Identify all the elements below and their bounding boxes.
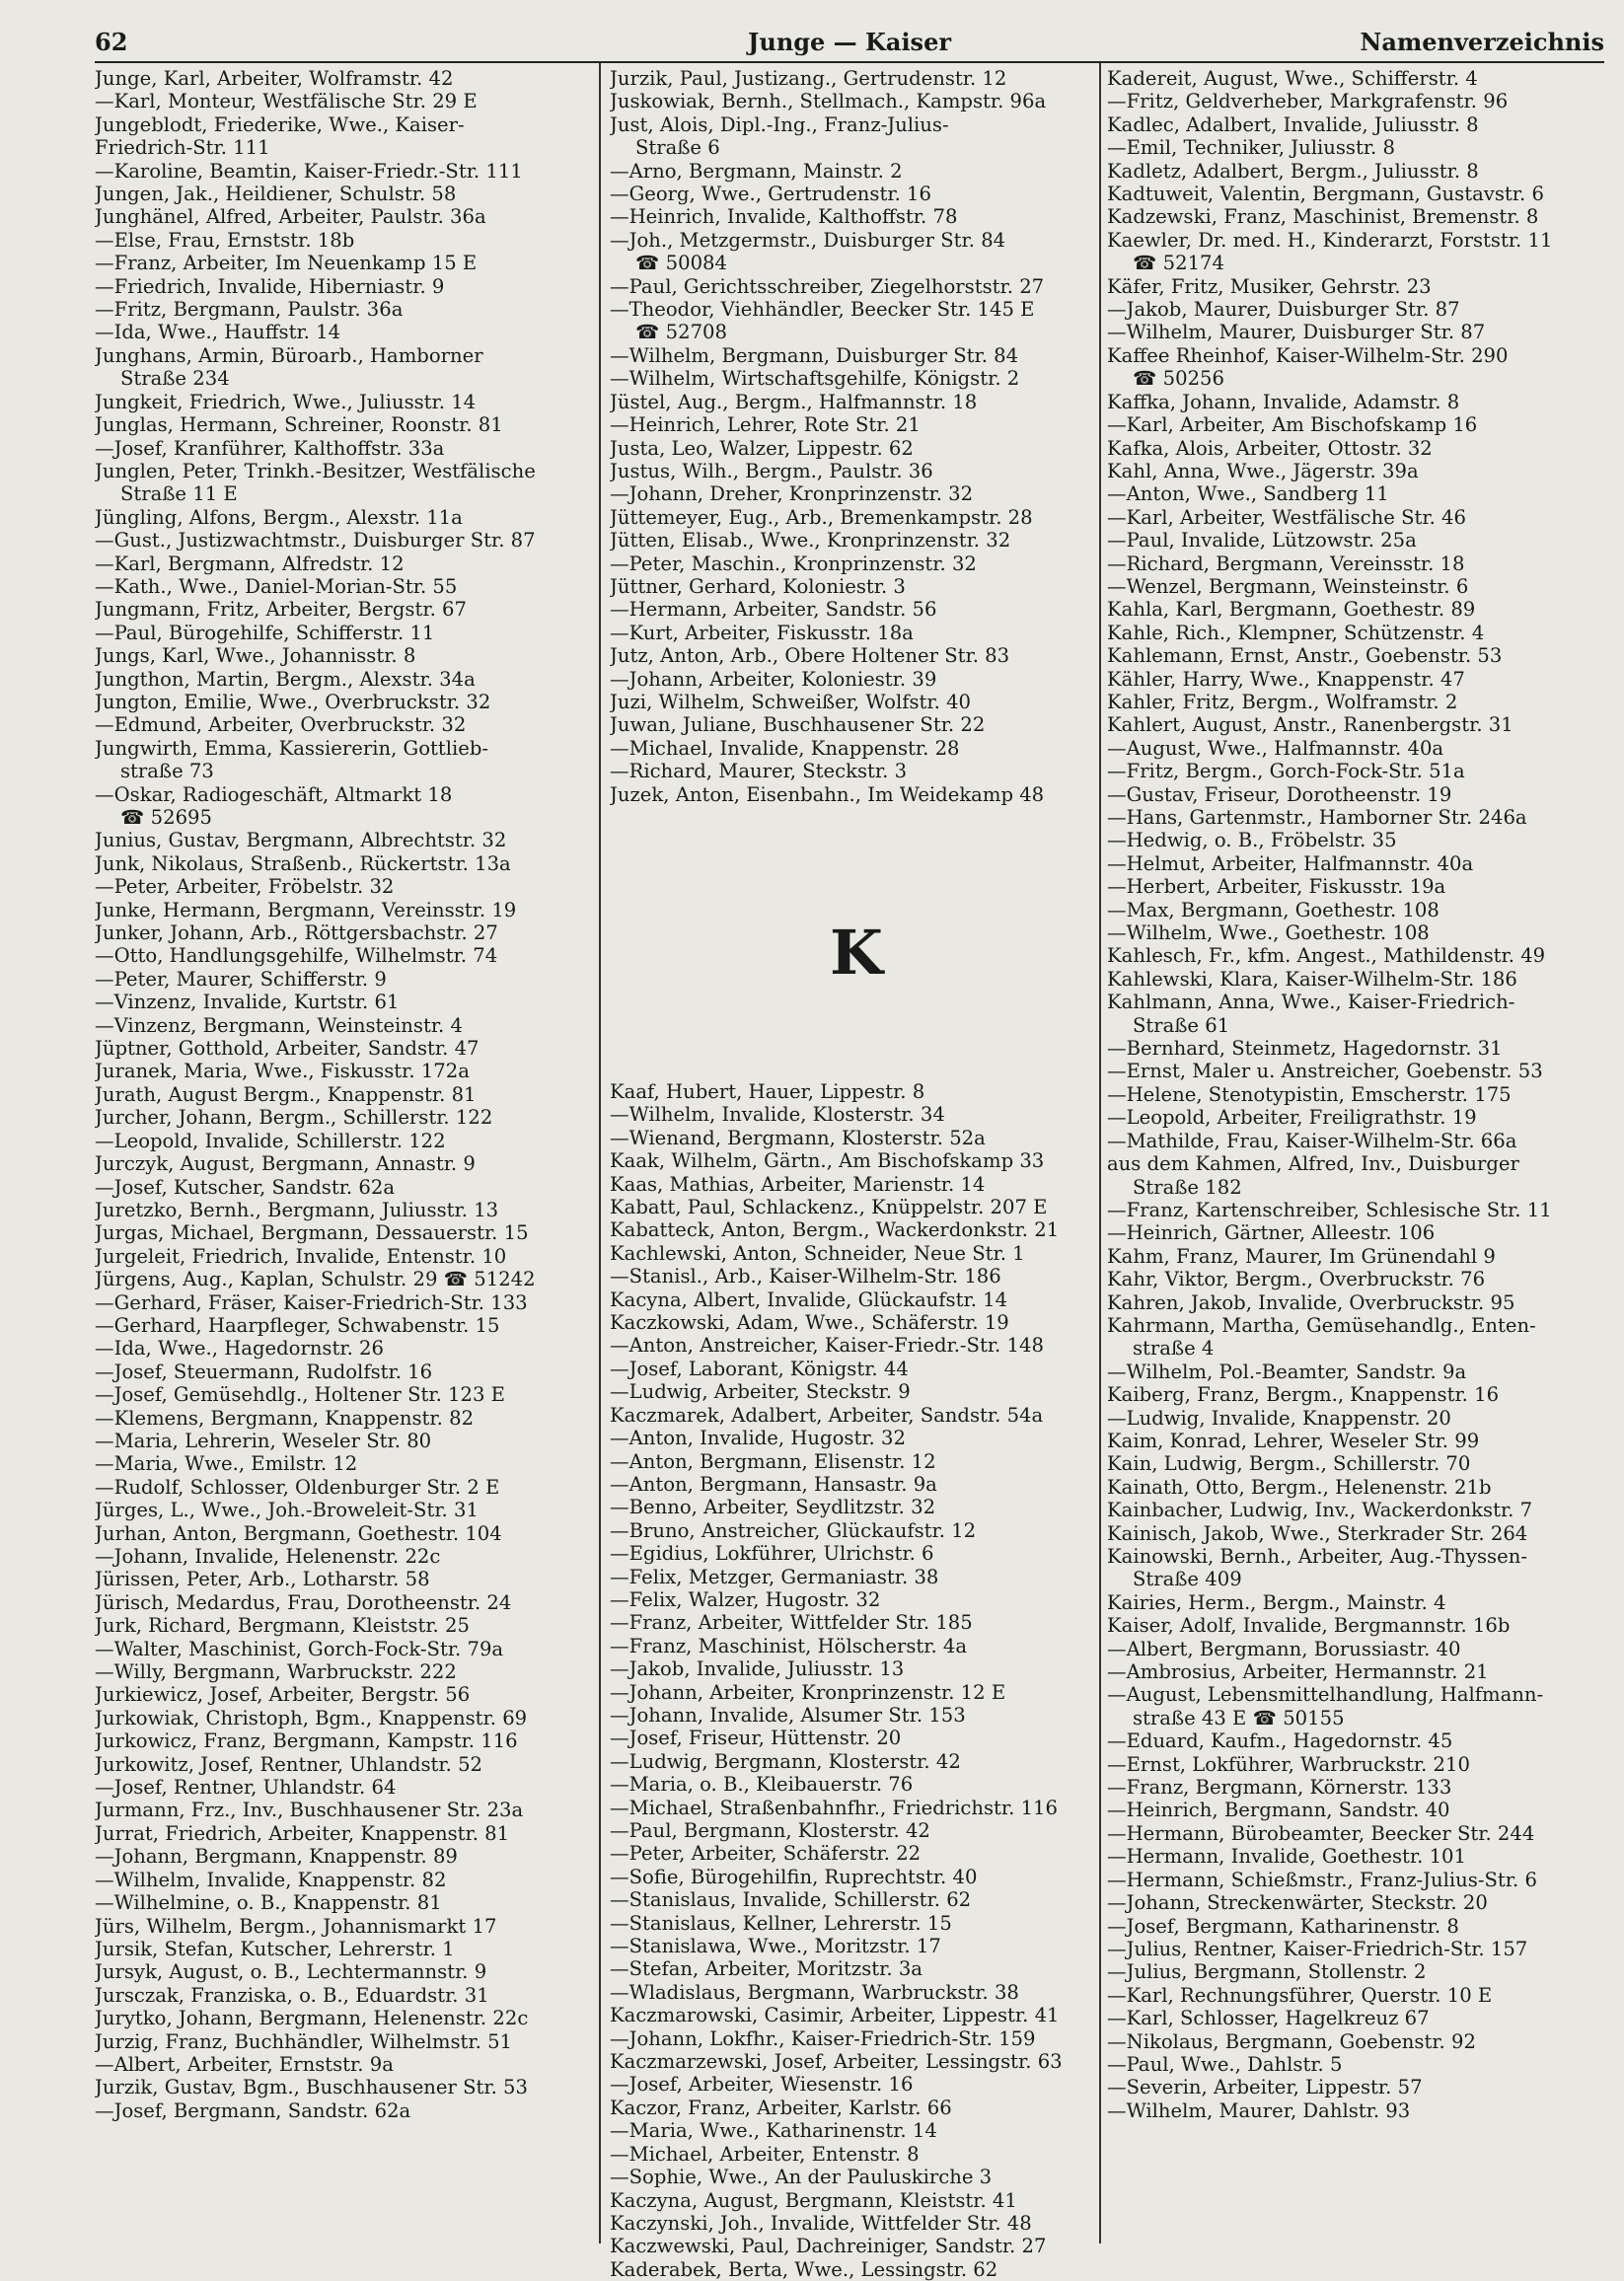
directory-entry: Kahren, Jakob, Invalide, Overbruckstr. 95 [1107, 1290, 1515, 1314]
directory-entry: Jüstel, Aug., Bergm., Halfmannstr. 18 [610, 390, 978, 413]
directory-entry: —Maria, Wwe., Emilstr. 12 [95, 1452, 358, 1476]
directory-entry: —Nikolaus, Bergmann, Goebenstr. 92 [1107, 2029, 1476, 2053]
directory-entry: Kahlert, August, Anstr., Ranenbergstr. 31 [1107, 713, 1513, 737]
directory-entry: —Jakob, Maurer, Duisburger Str. 87 [1107, 298, 1460, 322]
directory-entry: Kainbacher, Ludwig, Inv., Wackerdonkstr. 7 [1107, 1499, 1533, 1522]
directory-entry: —Bruno, Anstreicher, Glückaufstr. 12 [610, 1518, 977, 1542]
directory-entry: —Wilhelm, Bergmann, Duisburger Str. 84 [610, 343, 1019, 367]
directory-entry: Straße 234 [120, 367, 230, 391]
directory-entry: Kaas, Mathias, Arbeiter, Marienstr. 14 [610, 1172, 986, 1196]
directory-entry: ☎ 50256 [1133, 367, 1224, 391]
directory-entry: Jungen, Jak., Heildiener, Schulstr. 58 [95, 183, 457, 206]
directory-entry: Jurcher, Johann, Bergm., Schillerstr. 122 [95, 1106, 493, 1130]
directory-entry: —Helmut, Arbeiter, Halfmannstr. 40a [1107, 851, 1474, 875]
directory-entry: —Wilhelm, Invalide, Klosterstr. 34 [610, 1103, 945, 1127]
directory-entry: —Julius, Rentner, Kaiser-Friedrich-Str. 157 [1107, 1937, 1528, 1960]
directory-entry: Juretzko, Bernh., Bergmann, Juliusstr. 13 [95, 1198, 499, 1221]
directory-entry: Jurzik, Gustav, Bgm., Buschhausener Str. 53 [95, 2076, 528, 2099]
directory-entry: Jurgeleit, Friedrich, Invalide, Entenstr. 10 [95, 1244, 507, 1268]
directory-entry: Jungton, Emilie, Wwe., Overbruckstr. 32 [95, 690, 491, 713]
directory-entry: —Emil, Techniker, Juliusstr. 8 [1107, 136, 1395, 160]
section-letter: K [830, 917, 883, 989]
directory-entry: straße 73 [120, 760, 214, 783]
directory-entry: Jungeblodt, Friederike, Wwe., Kaiser- [95, 112, 465, 136]
directory-entry: Kahr, Viktor, Bergm., Overbruckstr. 76 [1107, 1268, 1486, 1291]
directory-entry: —Peter, Maschin., Kronprinzenstr. 32 [610, 552, 977, 575]
directory-entry: Kabatt, Paul, Schlackenz., Knüppelstr. 207 E [610, 1196, 1048, 1219]
directory-entry: —Fritz, Bergm., Gorch-Fock-Str. 51a [1107, 760, 1465, 783]
directory-entry: Jüngling, Alfons, Bergm., Alexstr. 11a [95, 505, 463, 529]
directory-entry: —Stanisl., Arb., Kaiser-Wilhelm-Str. 186 [610, 1265, 1001, 1288]
directory-entry: Jungmann, Fritz, Arbeiter, Bergstr. 67 [95, 598, 467, 622]
directory-entry: ☎ 52174 [1133, 252, 1224, 275]
directory-entry: —Eduard, Kaufm., Hagedornstr. 45 [1107, 1729, 1453, 1753]
directory-entry: —Ernst, Maler u. Anstreicher, Goebenstr. 53 [1107, 1060, 1543, 1083]
directory-entry: Junius, Gustav, Bergmann, Albrechtstr. 32 [95, 829, 507, 852]
directory-entry: Kahlewski, Klara, Kaiser-Wilhelm-Str. 186 [1107, 967, 1517, 991]
directory-entry: —Fritz, Geldverheber, Markgrafenstr. 96 [1107, 90, 1509, 113]
directory-entry: Jürisch, Medardus, Frau, Dorotheenstr. 24 [95, 1590, 512, 1614]
directory-entry: —Kurt, Arbeiter, Fiskusstr. 18a [610, 621, 914, 644]
directory-entry: Kaczynski, Joh., Invalide, Wittfelder Str. 48 [610, 2211, 1032, 2235]
directory-entry: Juskowiak, Bernh., Stellmach., Kampstr. 96a [610, 90, 1047, 113]
directory-entry: —Karl, Schlosser, Hagelkreuz 67 [1107, 2007, 1430, 2030]
directory-entry: —Arno, Bergmann, Mainstr. 2 [610, 159, 903, 183]
directory-entry: Kairies, Herm., Bergm., Mainstr. 4 [1107, 1590, 1446, 1614]
directory-entry: Straße 11 E [120, 482, 238, 506]
column-middle-j-entries [610, 67, 1103, 806]
directory-entry: Kadtuweit, Valentin, Bergmann, Gustavstr. 6 [1107, 183, 1544, 206]
directory-entry: —Rudolf, Schlosser, Oldenburger Str. 2 E [95, 1475, 500, 1499]
directory-entry: Kain, Ludwig, Bergm., Schillerstr. 70 [1107, 1452, 1471, 1476]
directory-entry: —Herbert, Arbeiter, Fiskusstr. 19a [1107, 875, 1446, 899]
directory-entry: Jütten, Elisab., Wwe., Kronprinzenstr. 32 [610, 529, 1011, 552]
directory-entry: —Johann, Invalide, Helenenstr. 22c [95, 1545, 441, 1568]
directory-entry: —Wilhelm, Wirtschaftsgehilfe, Königstr. 2 [610, 367, 1020, 391]
directory-entry: —Wilhelm, Maurer, Duisburger Str. 87 [1107, 321, 1486, 344]
directory-entry: —Franz, Arbeiter, Im Neuenkamp 15 E [95, 252, 478, 275]
directory-entry: —Paul, Wwe., Dahlstr. 5 [1107, 2052, 1343, 2076]
directory-entry: Jurk, Richard, Bergmann, Kleiststr. 25 [95, 1614, 470, 1638]
directory-entry: Kaczwewski, Paul, Dachreiniger, Sandstr. 27 [610, 2235, 1047, 2258]
directory-entry: —Michael, Invalide, Knappenstr. 28 [610, 736, 960, 760]
directory-entry: Junghänel, Alfred, Arbeiter, Paulstr. 36a [95, 205, 486, 229]
directory-entry: —Maria, o. B., Kleibauerstr. 76 [610, 1773, 914, 1797]
directory-entry: Kaiberg, Franz, Bergm., Knappenstr. 16 [1107, 1383, 1500, 1407]
directory-entry: Kahm, Franz, Maurer, Im Grünendahl 9 [1107, 1244, 1496, 1268]
directory-entry: —Albert, Arbeiter, Ernststr. 9a [95, 2052, 394, 2076]
directory-entry: Jurath, August Bergm., Knappenstr. 81 [95, 1082, 477, 1106]
directory-entry: —Paul, Gerichtsschreiber, Ziegelhorststr. 27 [610, 274, 1045, 298]
directory-entry: —Egidius, Lokführer, Ulrichstr. 6 [610, 1542, 934, 1566]
directory-entry: —Hans, Gartenmstr., Hamborner Str. 246a [1107, 806, 1527, 829]
directory-entry: Kahla, Karl, Bergmann, Goethestr. 89 [1107, 598, 1476, 622]
directory-entry: —Anton, Anstreicher, Kaiser-Friedr.-Str. 148 [610, 1334, 1044, 1358]
directory-entry: —Hermann, Arbeiter, Sandstr. 56 [610, 598, 937, 622]
page-range-title: Junge — Kaiser [748, 28, 951, 56]
directory-entry: —Ludwig, Bergmann, Klosterstr. 42 [610, 1749, 961, 1773]
directory-entry: Juzek, Anton, Eisenbahn., Im Weidekamp 48 [610, 782, 1045, 806]
directory-entry: —Wilhelm, Maurer, Dahlstr. 93 [1107, 2098, 1411, 2122]
directory-entry: Kadlec, Adalbert, Invalide, Juliusstr. 8 [1107, 112, 1479, 136]
directory-entry: Straße 182 [1133, 1175, 1242, 1199]
directory-entry: —Fritz, Bergmann, Paulstr. 36a [95, 298, 404, 322]
directory-entry: Jurzik, Paul, Justizang., Gertrudenstr. 12 [610, 67, 1007, 90]
directory-entry: —August, Wwe., Halfmannstr. 40a [1107, 736, 1444, 760]
directory-entry: —Anton, Invalide, Hugostr. 32 [610, 1427, 906, 1450]
directory-entry: Kahrmann, Martha, Gemüsehandlg., Enten- [1107, 1313, 1536, 1337]
directory-entry: —Josef, Bergmann, Katharinenstr. 8 [1107, 1914, 1459, 1938]
directory-entry: —Wenzel, Bergmann, Weinsteinstr. 6 [1107, 574, 1469, 598]
directory-entry: —Franz, Bergmann, Körnerstr. 133 [1107, 1776, 1452, 1800]
directory-entry: —Wilhelm, Pol.-Beamter, Sandstr. 9a [1107, 1360, 1467, 1383]
directory-entry: —Hermann, Bürobeamter, Beecker Str. 244 [1107, 1821, 1535, 1845]
directory-entry: —Paul, Bergmann, Klosterstr. 42 [610, 1819, 930, 1842]
directory-entry: Kacyna, Albert, Invalide, Glückaufstr. 14 [610, 1288, 1008, 1311]
directory-entry: ☎ 50084 [635, 252, 727, 275]
directory-entry: Jursyk, August, o. B., Lechtermannstr. 9 [95, 1960, 487, 1984]
directory-entry: Just, Alois, Dipl.-Ing., Franz-Julius- [610, 112, 949, 136]
directory-entry: —Willy, Bergmann, Warbruckstr. 222 [95, 1660, 457, 1684]
directory-entry: —Josef, Friseur, Hüttenstr. 20 [610, 1727, 902, 1750]
directory-entry: Kaczor, Franz, Arbeiter, Karlstr. 66 [610, 2096, 952, 2119]
directory-entry: Junglas, Hermann, Schreiner, Roonstr. 81 [95, 413, 503, 437]
directory-entry: Jursczak, Franziska, o. B., Eduardstr. 31 [95, 1983, 489, 2007]
directory-entry: Kaczkowski, Adam, Wwe., Schäferstr. 19 [610, 1311, 1009, 1335]
directory-entry: Jüptner, Gotthold, Arbeiter, Sandstr. 47 [95, 1037, 480, 1061]
directory-entry: —Wilhelm, Wwe., Goethestr. 108 [1107, 921, 1430, 945]
directory-entry: Justus, Wilh., Bergm., Paulstr. 36 [610, 459, 933, 482]
directory-entry: Kainowski, Bernh., Arbeiter, Aug.-Thyssen- [1107, 1545, 1527, 1568]
directory-entry: Justa, Leo, Walzer, Lippestr. 62 [610, 436, 914, 460]
directory-entry: —Peter, Arbeiter, Schäferstr. 22 [610, 1842, 922, 1866]
directory-entry: Junk, Nikolaus, Straßenb., Rückertstr. 13a [95, 851, 511, 875]
directory-entry: —Paul, Bürogehilfe, Schifferstr. 11 [95, 621, 435, 644]
directory-entry: —Michael, Arbeiter, Entenstr. 8 [610, 2142, 920, 2166]
directory-entry: —Ida, Wwe., Hauffstr. 14 [95, 321, 341, 344]
directory-entry: —Julius, Bergmann, Stollenstr. 2 [1107, 1960, 1427, 1984]
directory-entry: —Anton, Bergmann, Hansastr. 9a [610, 1472, 937, 1496]
directory-entry: aus dem Kahmen, Alfred, Inv., Duisburger [1107, 1152, 1519, 1176]
directory-entry: —Stefan, Arbeiter, Moritzstr. 3a [610, 1957, 923, 1981]
directory-entry: —Franz, Maschinist, Hölscherstr. 4a [610, 1634, 968, 1657]
directory-entry: —Helene, Stenotypistin, Emscherstr. 175 [1107, 1082, 1512, 1106]
directory-entry: —Karl, Arbeiter, Am Bischofskamp 16 [1107, 413, 1478, 437]
directory-entry: —Josef, Kutscher, Sandstr. 62a [95, 1175, 395, 1199]
directory-entry: Jürgens, Aug., Kaplan, Schulstr. 29 ☎ 51242 [95, 1268, 536, 1291]
directory-entry: Jungkeit, Friedrich, Wwe., Juliusstr. 14 [95, 390, 477, 413]
directory-entry: —Josef, Kranführer, Kalthoffstr. 33a [95, 436, 445, 460]
directory-entry: Juranek, Maria, Wwe., Fiskusstr. 172a [95, 1060, 470, 1083]
directory-entry: —Friedrich, Invalide, Hiberniastr. 9 [95, 274, 445, 298]
directory-entry: Junke, Hermann, Bergmann, Vereinsstr. 19 [95, 898, 517, 921]
directory-entry: Jürges, L., Wwe., Joh.-Broweleit-Str. 31 [95, 1499, 479, 1522]
directory-entry: —Maria, Wwe., Katharinenstr. 14 [610, 2119, 937, 2143]
directory-entry: —Heinrich, Lehrer, Rote Str. 21 [610, 413, 921, 437]
directory-entry: Kähler, Harry, Wwe., Knappenstr. 47 [1107, 667, 1465, 691]
directory-entry: Straße 6 [635, 136, 720, 160]
directory-entry: —Klemens, Bergmann, Knappenstr. 82 [95, 1406, 475, 1430]
directory-entry: —Gust., Justizwachtmstr., Duisburger Str. 87 [95, 529, 536, 552]
directory-entry: Kahler, Fritz, Bergm., Wolframstr. 2 [1107, 690, 1458, 713]
directory-entry: Kaczmarek, Adalbert, Arbeiter, Sandstr. 54a [610, 1403, 1044, 1427]
directory-entry: —Heinrich, Invalide, Kalthoffstr. 78 [610, 205, 958, 229]
directory-entry: Jursik, Stefan, Kutscher, Lehrerstr. 1 [95, 1937, 455, 1960]
directory-entry: Kafka, Alois, Arbeiter, Ottostr. 32 [1107, 436, 1433, 460]
directory-entry: —Franz, Arbeiter, Wittfelder Str. 185 [610, 1611, 973, 1635]
directory-entry: —Jakob, Invalide, Juliusstr. 13 [610, 1657, 905, 1681]
directory-entry: Käfer, Fritz, Musiker, Gehrstr. 23 [1107, 274, 1432, 298]
directory-entry: Jungs, Karl, Wwe., Johannisstr. 8 [95, 644, 416, 668]
directory-entry: —Johann, Invalide, Alsumer Str. 153 [610, 1703, 966, 1727]
directory-entry: —Johann, Bergmann, Knappenstr. 89 [95, 1845, 458, 1869]
directory-entry: Kaczmarowski, Casimir, Arbeiter, Lippestr. 41 [610, 2004, 1060, 2027]
directory-entry: —Vinzenz, Invalide, Kurtstr. 61 [95, 991, 400, 1014]
directory-entry: —Joh., Metzgermstr., Duisburger Str. 84 [610, 228, 1006, 252]
directory-entry: Kaffka, Johann, Invalide, Adamstr. 8 [1107, 390, 1460, 413]
directory-entry: —Johann, Lokfhr., Kaiser-Friedrich-Str. 159 [610, 2026, 1036, 2050]
directory-entry: —Wienand, Bergmann, Klosterstr. 52a [610, 1126, 986, 1149]
directory-entry: —Paul, Invalide, Lützowstr. 25a [1107, 529, 1417, 552]
directory-entry: —Johann, Arbeiter, Koloniestr. 39 [610, 667, 937, 691]
directory-entry: Friedrich-Str. 111 [95, 136, 270, 160]
directory-entry: —Edmund, Arbeiter, Overbruckstr. 32 [95, 713, 467, 737]
directory-entry: Jurzig, Franz, Buchhändler, Wilhelmstr. 51 [95, 2029, 512, 2053]
directory-entry: —Heinrich, Bergmann, Sandstr. 40 [1107, 1799, 1450, 1822]
directory-entry: Jungwirth, Emma, Kassiererin, Gottlieb- [95, 736, 489, 760]
directory-entry: Kahlmann, Anna, Wwe., Kaiser-Friedrich- [1107, 991, 1515, 1014]
directory-entry: —Richard, Maurer, Steckstr. 3 [610, 760, 908, 783]
directory-entry: Junglen, Peter, Trinkh.-Besitzer, Westfälische [95, 459, 536, 482]
directory-entry: Jurczyk, August, Bergmann, Annastr. 9 [95, 1152, 476, 1176]
directory-entry: —Stanislawa, Wwe., Moritzstr. 17 [610, 1935, 941, 1958]
directory-entry: —Heinrich, Gärtner, Alleestr. 106 [1107, 1221, 1436, 1245]
directory-entry: Kaak, Wilhelm, Gärtn., Am Bischofskamp 33 [610, 1149, 1045, 1173]
directory-entry: —Stanislaus, Invalide, Schillerstr. 62 [610, 1888, 972, 1912]
column-left [95, 67, 592, 2122]
directory-entry: Jurkowiak, Christoph, Bgm., Knappenstr. 69 [95, 1706, 528, 1729]
directory-entry: Kabatteck, Anton, Bergm., Wackerdonkstr. 21 [610, 1218, 1060, 1242]
directory-entry: Junker, Johann, Arb., Röttgersbachstr. 27 [95, 921, 498, 945]
directory-entry: —Wladislaus, Bergmann, Warbruckstr. 38 [610, 1980, 1019, 2004]
directory-entry: —Gerhard, Haarpfleger, Schwabenstr. 15 [95, 1313, 500, 1337]
directory-entry: —Josef, Laborant, Königstr. 44 [610, 1357, 909, 1380]
directory-entry: —Theodor, Viehhändler, Beecker Str. 145 E [610, 298, 1035, 322]
directory-entry: Juzi, Wilhelm, Schweißer, Wolfstr. 40 [610, 690, 972, 713]
directory-entry: —Otto, Handlungsgehilfe, Wilhelmstr. 74 [95, 944, 498, 968]
section-title: Namenverzeichnis [1360, 28, 1604, 56]
directory-entry: Kadzewski, Franz, Maschinist, Bremenstr. 8 [1107, 205, 1539, 229]
directory-entry: —Josef, Arbeiter, Wiesenstr. 16 [610, 2073, 914, 2097]
directory-entry: —Ludwig, Arbeiter, Steckstr. 9 [610, 1380, 911, 1404]
directory-entry: —Max, Bergmann, Goethestr. 108 [1107, 898, 1439, 921]
directory-entry: Junghans, Armin, Büroarb., Hamborner [95, 343, 483, 367]
directory-entry: —Felix, Metzger, Germaniastr. 38 [610, 1565, 939, 1588]
directory-entry: Kainath, Otto, Bergm., Helenenstr. 21b [1107, 1475, 1492, 1499]
directory-entry: —Albert, Bergmann, Borussiastr. 40 [1107, 1637, 1461, 1660]
directory-entry: —Mathilde, Frau, Kaiser-Wilhelm-Str. 66a [1107, 1129, 1517, 1152]
directory-entry: —Leopold, Arbeiter, Freiligrathstr. 19 [1107, 1106, 1477, 1130]
column-middle-k-entries [610, 1080, 1103, 2281]
directory-entry: —Johann, Streckenwärter, Steckstr. 20 [1107, 1891, 1488, 1915]
directory-entry: —Leopold, Invalide, Schillerstr. 122 [95, 1129, 446, 1152]
directory-entry: Kaczmarzewski, Josef, Arbeiter, Lessingstr. 63 [610, 2050, 1063, 2074]
directory-entry: Jurkowitz, Josef, Rentner, Uhlandstr. 52 [95, 1752, 483, 1776]
directory-entry: —Peter, Arbeiter, Fröbelstr. 32 [95, 875, 395, 899]
directory-entry: —Richard, Bergmann, Vereinsstr. 18 [1107, 552, 1465, 575]
directory-entry: —Gustav, Friseur, Dorotheenstr. 19 [1107, 782, 1452, 806]
directory-entry: Kaaf, Hubert, Hauer, Lippestr. 8 [610, 1080, 925, 1103]
directory-entry: Jürissen, Peter, Arb., Lotharstr. 58 [95, 1568, 430, 1591]
directory-entry: Kaewler, Dr. med. H., Kinderarzt, Forststr. 11 [1107, 228, 1553, 252]
directory-entry: Jurrat, Friedrich, Arbeiter, Knappenstr. 81 [95, 1821, 510, 1845]
directory-entry: Jüttemeyer, Eug., Arb., Bremenkampstr. 28 [610, 505, 1033, 529]
directory-entry: —Hermann, Invalide, Goethestr. 101 [1107, 1845, 1466, 1869]
directory-entry: Jutz, Anton, Arb., Obere Holtener Str. 83 [610, 644, 1010, 668]
directory-entry: Kaderabek, Berta, Wwe., Lessingstr. 62 [610, 2257, 998, 2281]
directory-entry: Straße 409 [1133, 1568, 1242, 1591]
directory-entry: —Hermann, Schießmstr., Franz-Julius-Str. 6 [1107, 1868, 1537, 1891]
directory-entry: Kahl, Anna, Wwe., Jägerstr. 39a [1107, 459, 1419, 482]
directory-entry: —Karl, Monteur, Westfälische Str. 29 E [95, 90, 478, 113]
directory-entry: —Ambrosius, Arbeiter, Hermannstr. 21 [1107, 1660, 1489, 1684]
directory-entry: Kaiser, Adolf, Invalide, Bergmannstr. 16b [1107, 1614, 1511, 1638]
directory-entry: —August, Lebensmittelhandlung, Halfmann- [1107, 1683, 1544, 1707]
directory-entry: Jüttner, Gerhard, Koloniestr. 3 [610, 574, 906, 598]
directory-entry: —Oskar, Radiogeschäft, Altmarkt 18 [95, 782, 453, 806]
directory-entry: —Georg, Wwe., Gertrudenstr. 16 [610, 183, 931, 206]
directory-entry: —Hedwig, o. B., Fröbelstr. 35 [1107, 829, 1397, 852]
directory-entry: Jurgas, Michael, Bergmann, Dessauerstr. 15 [95, 1221, 529, 1245]
directory-entry: Kadletz, Adalbert, Bergm., Juliusstr. 8 [1107, 159, 1479, 183]
directory-entry: Kainisch, Jakob, Wwe., Sterkrader Str. 264 [1107, 1521, 1528, 1545]
directory-entry: —Gerhard, Fräser, Kaiser-Friedrich-Str. 133 [95, 1290, 528, 1314]
page-header [95, 28, 1604, 63]
directory-entry: —Wilhelm, Invalide, Knappenstr. 82 [95, 1868, 447, 1891]
directory-entry: ☎ 52695 [120, 806, 212, 829]
directory-entry: —Peter, Maurer, Schifferstr. 9 [95, 967, 387, 991]
directory-entry: —Else, Frau, Ernststr. 18b [95, 228, 355, 252]
directory-entry: —Sofie, Bürogehilfin, Ruprechtstr. 40 [610, 1865, 978, 1888]
directory-entry: Jurmann, Frz., Inv., Buschhausener Str. 23a [95, 1799, 524, 1822]
column-middle [610, 67, 1103, 2281]
directory-entry: Jurkiewicz, Josef, Arbeiter, Bergstr. 56 [95, 1683, 471, 1707]
directory-entry: Kadereit, August, Wwe., Schifferstr. 4 [1107, 67, 1478, 90]
directory-entry: —Benno, Arbeiter, Seydlitzstr. 32 [610, 1496, 936, 1519]
directory-entry: —Kath., Wwe., Daniel-Morian-Str. 55 [95, 574, 458, 598]
directory-entry: —Stanislaus, Kellner, Lehrerstr. 15 [610, 1911, 952, 1935]
directory-entry: —Ernst, Lokführer, Warbruckstr. 210 [1107, 1752, 1470, 1776]
directory-entry: —Karoline, Beamtin, Kaiser-Friedr.-Str. 111 [95, 159, 523, 183]
directory-entry: Kahlemann, Ernst, Anstr., Goebenstr. 53 [1107, 644, 1503, 668]
directory-entry: Junge, Karl, Arbeiter, Wolframstr. 42 [95, 67, 454, 90]
directory-entry: Jungthon, Martin, Bergm., Alexstr. 34a [95, 667, 476, 691]
directory-entry: —Ida, Wwe., Hagedornstr. 26 [95, 1337, 384, 1361]
directory-entry: Jürs, Wilhelm, Bergm., Johannismarkt 17 [95, 1914, 497, 1938]
directory-entry: —Josef, Bergmann, Sandstr. 62a [95, 2098, 411, 2122]
directory-entry: —Anton, Bergmann, Elisenstr. 12 [610, 1449, 936, 1473]
directory-entry: Kaim, Konrad, Lehrer, Weseler Str. 99 [1107, 1429, 1480, 1452]
column-divider [599, 63, 601, 2244]
directory-entry: Kahlesch, Fr., kfm. Angest., Mathildenstr. 49 [1107, 944, 1546, 968]
directory-entry: straße 43 E ☎ 50155 [1133, 1706, 1345, 1729]
directory-entry: —Franz, Kartenschreiber, Schlesische Str. 11 [1107, 1198, 1552, 1221]
directory-entry: —Vinzenz, Bergmann, Weinsteinstr. 4 [95, 1013, 463, 1037]
directory-entry: Kahle, Rich., Klempner, Schützenstr. 4 [1107, 621, 1485, 644]
directory-entry: —Maria, Lehrerin, Weseler Str. 80 [95, 1429, 432, 1452]
directory-entry: —Bernhard, Steinmetz, Hagedornstr. 31 [1107, 1037, 1503, 1061]
directory-entry: Jurytko, Johann, Bergmann, Helenenstr. 22c [95, 2007, 529, 2030]
directory-entry: —Karl, Arbeiter, Westfälische Str. 46 [1107, 505, 1466, 529]
directory-entry: Kachlewski, Anton, Schneider, Neue Str. 1 [610, 1241, 1025, 1265]
directory-entry: —Johann, Arbeiter, Kronprinzenstr. 12 E [610, 1680, 1006, 1704]
column-right [1107, 67, 1610, 2122]
directory-entry: —Walter, Maschinist, Gorch-Fock-Str. 79a [95, 1637, 504, 1660]
directory-entry: —Josef, Gemüsehdlg., Holtener Str. 123 E [95, 1383, 505, 1407]
directory-entry: Juwan, Juliane, Buschhausener Str. 22 [610, 713, 986, 737]
directory-entry: —Michael, Straßenbahnfhr., Friedrichstr. 116 [610, 1796, 1058, 1819]
directory-entry: Jurhan, Anton, Bergmann, Goethestr. 104 [95, 1521, 502, 1545]
directory-entry: —Karl, Bergmann, Alfredstr. 12 [95, 552, 405, 575]
directory-entry: —Felix, Walzer, Hugostr. 32 [610, 1587, 881, 1611]
directory-entry: Kaczyna, August, Bergmann, Kleiststr. 41 [610, 2188, 1017, 2212]
directory-entry: Jurkowicz, Franz, Bergmann, Kampstr. 116 [95, 1729, 518, 1753]
directory-entry: —Johann, Dreher, Kronprinzenstr. 32 [610, 482, 974, 506]
directory-entry: —Josef, Rentner, Uhlandstr. 64 [95, 1776, 397, 1800]
directory-entry: —Anton, Wwe., Sandberg 11 [1107, 482, 1389, 506]
directory-entry: straße 4 [1133, 1337, 1215, 1361]
directory-entry: —Wilhelmine, o. B., Knappenstr. 81 [95, 1891, 442, 1915]
directory-entry: —Sophie, Wwe., An der Pauluskirche 3 [610, 2166, 993, 2189]
directory-entry: ☎ 52708 [635, 321, 727, 344]
page-number: 62 [95, 28, 128, 56]
directory-entry: —Severin, Arbeiter, Lippestr. 57 [1107, 2076, 1423, 2099]
directory-entry: —Karl, Rechnungsführer, Querstr. 10 E [1107, 1983, 1493, 2007]
directory-entry: Straße 61 [1133, 1013, 1230, 1037]
directory-entry: Kaffee Rheinhof, Kaiser-Wilhelm-Str. 290 [1107, 343, 1509, 367]
directory-entry: —Ludwig, Invalide, Knappenstr. 20 [1107, 1406, 1451, 1430]
directory-entry: —Josef, Steuermann, Rudolfstr. 16 [95, 1360, 433, 1383]
